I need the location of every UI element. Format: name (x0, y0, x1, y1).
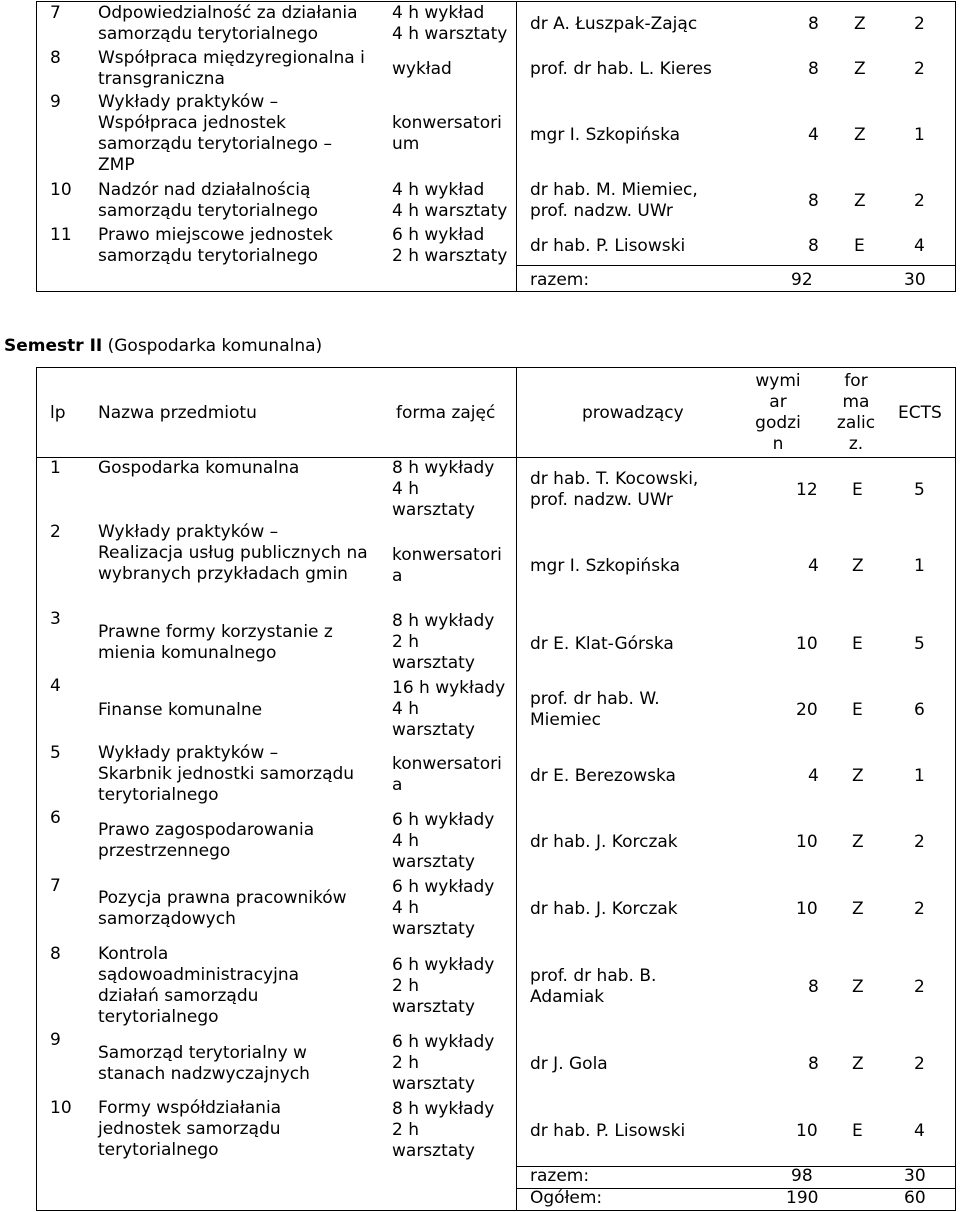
teacher-cell: dr hab. P. Lisowski (530, 236, 686, 256)
form-z-cell: Z (852, 1054, 864, 1074)
form-cell: 6 h wykłady 2 h warsztaty (392, 1032, 495, 1094)
form-z-cell: E (852, 700, 863, 720)
teacher-cell: dr hab. P. Lisowski (530, 1121, 686, 1141)
lp-cell: 10 (50, 180, 72, 200)
hours-cell: 4 (808, 766, 819, 786)
subject-name: Odpowiedzialność za działania samorządu terytorialnego (98, 3, 358, 44)
teacher-cell: dr E. Klat-Górska (530, 634, 674, 654)
grand-total-label: Ogółem: (530, 1188, 603, 1208)
header-ects: ECTS (898, 403, 942, 423)
hours-cell: 20 (796, 700, 818, 720)
total-label: razem: (530, 270, 590, 290)
hours-cell: 10 (796, 899, 818, 919)
form-cell: 16 h wykłady 4 h warsztaty (392, 678, 506, 740)
grand-total-ects: 60 (904, 1188, 926, 1208)
ects-cell: 2 (914, 899, 925, 919)
form-cell: 4 h wykład 4 h warsztaty (392, 180, 508, 221)
teacher-cell: dr E. Berezowska (530, 766, 676, 786)
ects-cell: 1 (914, 125, 925, 145)
teacher-cell: dr hab. J. Korczak (530, 832, 678, 852)
subject-name: Kontrola sądowoadministracyjna działań samorządu terytorialnego (98, 944, 300, 1027)
teacher-cell: dr hab. M. Miemiec, prof. nadzw. UWr (530, 180, 698, 221)
grand-total-hours: 190 (786, 1188, 819, 1208)
total-ects: 30 (904, 1166, 926, 1186)
ects-cell: 5 (914, 480, 925, 500)
form-z-cell: Z (854, 59, 866, 79)
subject-name: Formy współdziałania jednostek samorządu terytorialnego (98, 1098, 282, 1160)
subject-name: Prawo zagospodarowania przestrzennego (98, 820, 315, 861)
subject-name: Prawo miejscowe jednostek samorządu terytorialnego (98, 225, 333, 266)
total-hours: 98 (791, 1166, 813, 1186)
ects-cell: 4 (914, 1121, 925, 1141)
form-cell: 8 h wykłady 2 h warsztaty (392, 1099, 495, 1161)
lp-cell: 3 (50, 609, 61, 629)
ects-cell: 1 (914, 766, 925, 786)
subject-name: Prawne formy korzystanie z mienia komunalnego (98, 622, 333, 663)
ects-cell: 2 (914, 1054, 925, 1074)
lp-cell: 5 (50, 743, 61, 763)
form-z-cell: E (852, 480, 863, 500)
hours-cell: 4 (808, 125, 819, 145)
form-z-cell: Z (854, 191, 866, 211)
subject-name: Gospodarka komunalna (98, 458, 300, 478)
header-teacher: prowadzący (582, 403, 684, 423)
ects-cell: 2 (914, 14, 925, 34)
hours-cell: 8 (808, 59, 819, 79)
form-z-cell: Z (854, 125, 866, 145)
ects-cell: 4 (914, 236, 925, 256)
teacher-cell: mgr I. Szkopińska (530, 125, 681, 145)
subject-name: Nadzór nad działalnością samorządu terytorialnego (98, 180, 319, 221)
subject-name: Finanse komunalne (98, 700, 263, 720)
form-z-cell: Z (852, 766, 864, 786)
form-z-cell: Z (852, 899, 864, 919)
hours-cell: 10 (796, 634, 818, 654)
ects-cell: 2 (914, 59, 925, 79)
lp-cell: 7 (50, 876, 61, 896)
teacher-cell: mgr I. Szkopińska (530, 556, 681, 576)
hours-cell: 10 (796, 1121, 818, 1141)
form-cell: 8 h wykłady 2 h warsztaty (392, 611, 495, 673)
teacher-cell: prof. dr hab. B. Adamiak (530, 966, 657, 1007)
total-hours: 92 (791, 270, 813, 290)
form-cell: wykład (392, 59, 452, 79)
subject-name: Wykłady praktyków – Realizacja usług publicznych na wybranych przykładach gmin (98, 522, 368, 584)
section-heading (4, 336, 322, 357)
header-form: forma zajęć (396, 403, 496, 423)
form-z-cell: Z (854, 14, 866, 34)
hours-cell: 12 (796, 480, 818, 500)
subject-name: Samorząd terytorialny w stanach nadzwyczajnych (98, 1043, 310, 1084)
hours-cell: 4 (808, 556, 819, 576)
teacher-cell: dr A. Łuszpak-Zając (530, 14, 698, 34)
lp-cell: 9 (50, 92, 61, 112)
teacher-cell: prof. dr hab. L. Kieres (530, 59, 712, 79)
lp-cell: 8 (50, 48, 61, 68)
ects-cell: 2 (914, 977, 925, 997)
subject-name: Pozycja prawna pracowników samorządowych (98, 888, 347, 929)
header-hours: wymi ar godzi n (755, 371, 801, 454)
ects-cell: 2 (914, 832, 925, 852)
lp-cell: 1 (50, 458, 61, 478)
hours-cell: 10 (796, 832, 818, 852)
hours-cell: 8 (808, 14, 819, 34)
total-label: razem: (530, 1166, 590, 1186)
form-cell: 8 h wykłady 4 h warsztaty (392, 458, 495, 520)
form-z-cell: Z (852, 977, 864, 997)
lp-cell: 4 (50, 676, 61, 696)
header-form-z: for ma zalic z. (836, 371, 876, 454)
ects-cell: 6 (914, 700, 925, 720)
form-z-cell: E (854, 236, 865, 256)
form-z-cell: E (852, 634, 863, 654)
form-cell: 6 h wykłady 4 h warsztaty (392, 877, 495, 939)
lp-cell: 9 (50, 1030, 61, 1050)
header-lp: lp (50, 403, 66, 423)
hours-cell: 8 (808, 191, 819, 211)
form-cell: konwersatori a (392, 754, 502, 795)
form-z-cell: Z (852, 832, 864, 852)
hours-cell: 8 (808, 977, 819, 997)
teacher-cell: prof. dr hab. W. Miemiec (530, 689, 660, 730)
ects-cell: 2 (914, 191, 925, 211)
subject-name: Współpraca międzyregionalna i transgraniczna (98, 48, 365, 89)
form-cell: 6 h wykład 2 h warsztaty (392, 225, 508, 266)
ects-cell: 1 (914, 556, 925, 576)
teacher-cell: dr J. Gola (530, 1054, 608, 1074)
lp-cell: 10 (50, 1098, 72, 1118)
form-cell: konwersatori um (392, 113, 502, 154)
subject-name: Wykłady praktyków – Współpraca jednostek samorządu terytorialnego – ZMP (98, 92, 332, 175)
teacher-cell: dr hab. J. Korczak (530, 899, 678, 919)
hours-cell: 8 (808, 236, 819, 256)
section-heading-bold: Semestr II (4, 336, 103, 356)
form-cell: konwersatori a (392, 545, 502, 586)
teacher-cell: dr hab. T. Kocowski, prof. nadzw. UWr (530, 469, 699, 510)
form-z-cell: Z (852, 556, 864, 576)
form-cell: 6 h wykłady 4 h warsztaty (392, 810, 495, 872)
hours-cell: 8 (808, 1054, 819, 1074)
lp-cell: 2 (50, 522, 61, 542)
section-heading-rest: (Gospodarka komunalna) (102, 336, 323, 356)
subject-name: Wykłady praktyków – Skarbnik jednostki samorządu terytorialnego (98, 743, 355, 805)
lp-cell: 6 (50, 808, 61, 828)
ects-cell: 5 (914, 634, 925, 654)
form-z-cell: E (852, 1121, 863, 1141)
header-name: Nazwa przedmiotu (98, 403, 257, 423)
lp-cell: 8 (50, 944, 61, 964)
form-cell: 6 h wykłady 2 h warsztaty (392, 955, 495, 1017)
lp-cell: 11 (50, 225, 72, 245)
lp-cell: 7 (50, 3, 61, 23)
form-cell: 4 h wykład 4 h warsztaty (392, 3, 508, 44)
total-ects: 30 (904, 270, 926, 290)
